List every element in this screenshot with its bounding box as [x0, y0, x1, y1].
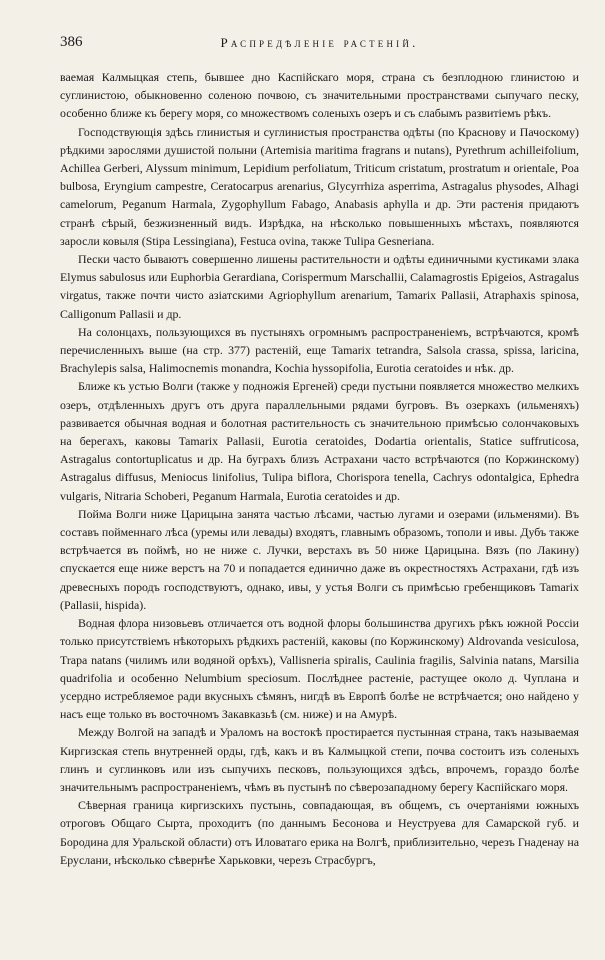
paragraph-clay-vegetation: Господствующія здѣсь глинистыя и суглинистыя пространства одѣты (по Красновy и Пачоскому) рѣдкими зарослями душистой полыни (Artemisia maritima fragrans и nutans), Pyrethrum achilleifolium, Achillea Gerberi, Alyssum minimum, Lepidium perfoliatum, Triticum cristatum, prostratum и orientale, Poa bulbosa, Eryngium campestre, Ceratocarpus arenarius, Glycyrrhiza asperrima, Astragalus physodes, Alhagi camelorum, Peganum Harmala, Zygophyllum Fabago, Anabasis aphylla и др. Эти растенія придаютъ странѣ сѣрый, безжизненный видъ. Изрѣдка, на нѣсколько повышенныхъ мѣстахъ, появляются заросли ковыля (Stipa Lessingiana), Festuca ovina, также Tulipa Gesneriana. — [60, 124, 580, 248]
body-text — [60, 68, 579, 869]
paragraph-salt-marshes: На солонцахъ, пользующихся въ пустыняхъ огромнымъ распространеніемъ, встрѣчаются, кромѣ перечисленныхъ выше (на стр. 377) растеній, еще Tamarix tetrandra, Salsola crassa, spissa, laricina, Brachylepis salsa, Halimocnemis monandra, Kochia hyssopifolia, Eurotia ceratoides и нѣк. др. — [60, 324, 579, 376]
paragraph-aquatic-flora: Водная флора низовьевъ отличается отъ водной флоры большинства другихъ рѣкъ южной Россіи только присутствіемъ нѣкоторыхъ рѣдкихъ растеній, каковы (по Коржинскому) Aldrovanda vesiculosa, Trapa natans (чилимъ или водяной орѣхъ), Vallisneria spiralis, Caulinia fragilis, Salvinia natans, Marsilia quadrifolia и особенно Nelumbium speciosum. Послѣднее растеніе, растущее около д. Чуплана и усердно истребляемое ради вкусныхъ сѣмянъ, нигдѣ въ Европѣ болѣе не встрѣчается; оно найдено у насъ еще только въ восточномъ Закавказьѣ (см. ниже) и на Амурѣ. — [60, 616, 579, 722]
paragraph-volga-mouth: Ближе къ устью Волги (также у подножія Ергеней) среди пустыни появляется множество мелкихъ озеръ, отдѣленныхъ другъ отъ друга параллельными рядами бугровъ. Въ озеркахъ (ильменяхъ) развивается обычная водная и болотная растительность съ значительною примѣсью солончаковыхъ на берегахъ, каковы Tamarix Pallasii, Eurotia ceratoides, Dodartia orientalis, Statice suffruticosa, Astragalus contortuplicatus и др. На буграхъ близъ Астрахани часто встрѣчаются (по Коржинскому) Astragalus diffusus, Meniocus linifolius, Tulipa biflora, Chorispora tenella, Cachrys odontalgica, Ephedra vulgaris, Nitraria Schoberi, Peganum Harmala, Eurotia ceratoides и др. — [60, 379, 579, 503]
paragraph-kirghiz-steppe: Между Волгой на западѣ и Ураломъ на востокѣ простирается пустынная страна, такъ называемая Киргизская степь внутренней орды, гдѣ, какъ и въ Калмыцкой степи, почва состоитъ изъ соленыхъ глинъ и суглинковъ или изъ сыпучихъ песковъ, пользующихся здѣсь, впрочемъ, гораздо болѣе значительнымъ распространеніемъ, чѣмъ въ пустынѣ по сѣверозападному берегу Каспійскаго моря. — [60, 725, 579, 794]
paragraph-sands: Пески часто бываютъ совершенно лишены растительности и одѣты единичными кустиками злака Elymus sabulosus или Euphorbia Gerardiana, Corispermum Marschallii, Calamagrostis Epigeios, Astragalus virgatus, также почти чисто азіатскими Agriophyllum arenarium, Tamarix Pallasii, Atraphaxis spinosa, Calligonum Pallasii и др. — [60, 252, 579, 321]
paragraph-northern-boundary: Сѣверная граница киргизскихъ пустынь, совпадающая, въ общемъ, съ очертаніями южныхъ отроговъ Общаго Сырта, проходитъ (по даннымъ Бесонова и Неуструева для Самарской губ. и Бородина для Уральской области) отъ Иловатаго ерика на Волгѣ, приблизительно, черезъ Гнаденау на Еруслани, нѣсколько сѣвернѣе Харьковки, черезъ Страсбургъ, — [60, 798, 579, 867]
page-number: 386 — [60, 34, 83, 50]
page-header — [60, 34, 579, 60]
paragraph-continuation: ваемая Калмыцкая степь, бывшее дно Каспійскаго моря, страна съ безплодною глинистою и суглинистою, обыкновенно соленою почвою, съ значительными пространствами сыпучаго песку, особенно ближе къ берегу моря, со множествомъ соленыхъ озеръ и съ слабымъ развитіемъ рѣкъ. — [60, 70, 579, 121]
paragraph-volga-floodplain: Пойма Волги ниже Царицына занята частью лѣсами, частью лугами и озерами (ильменями). Въ составъ пойменнаго лѣса (уремы или левады) входятъ, главнымъ образомъ, тополи и ивы. Дубъ также встрѣчается въ поймѣ, но не ниже с. Лучки, верстахъ въ 50 ниже Царицына. Вязъ (по Лакину) спускается еще ниже верстъ на 70 и попадается единично даже въ окрестностяхъ Астрахани, гдѣ изъ древесныхъ породъ господствуютъ, однако, ивы, у устья Волги съ примѣсью гребенщиковъ Tamarix (Pallasii, hispida). — [60, 506, 579, 612]
running-title: Распредѣленіе растеній. — [220, 35, 419, 50]
